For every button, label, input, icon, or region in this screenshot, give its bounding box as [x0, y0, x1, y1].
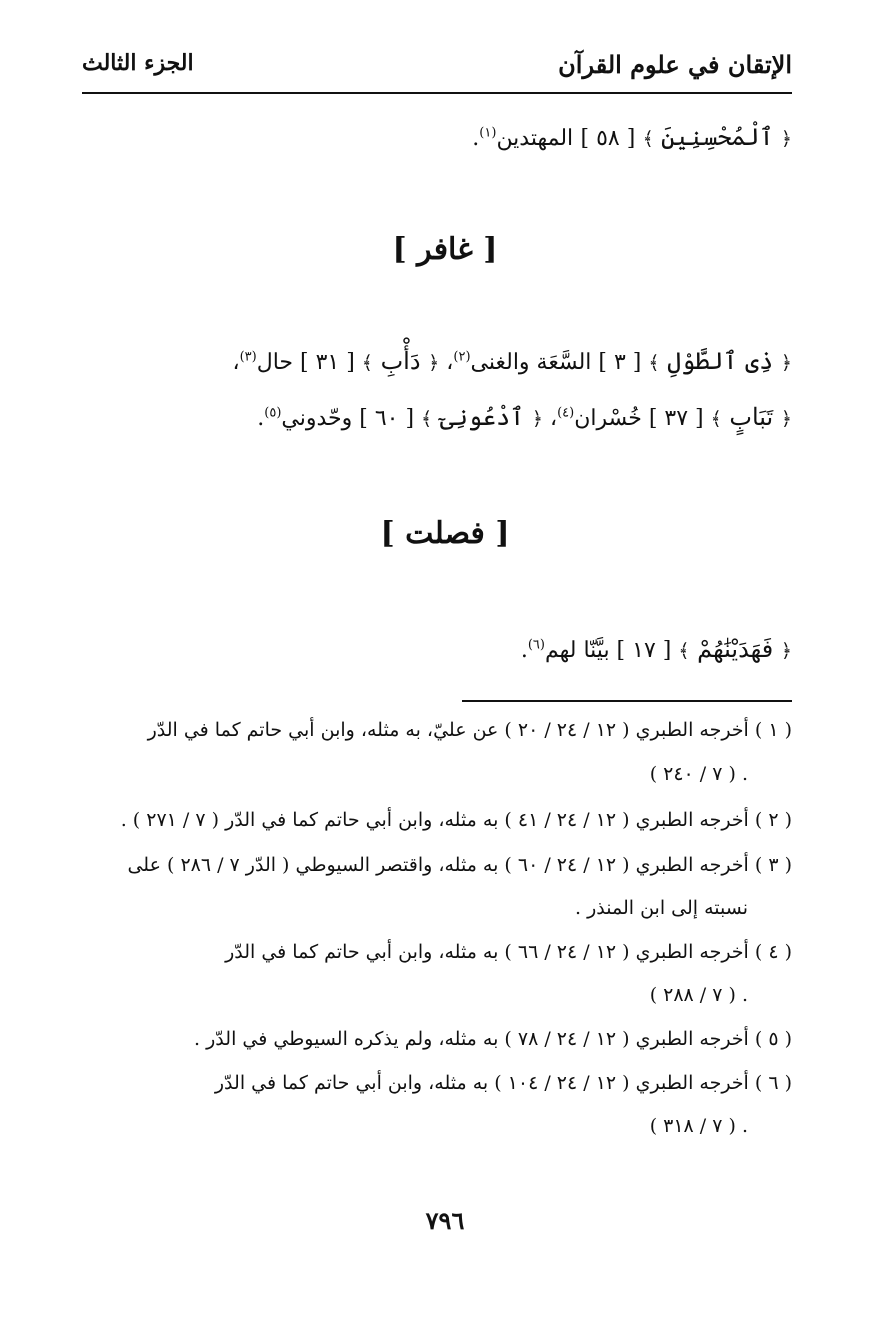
- quran-word: ٱلْمُحْسِنِينَ: [661, 123, 774, 151]
- end-mark: .: [520, 638, 528, 663]
- part-label: الجزء الثالث: [82, 50, 194, 76]
- quran-bracket-close: ﴾: [361, 352, 373, 374]
- footnote-1-cont: . ( ٧ / ٢٤٠ ): [649, 763, 748, 785]
- separator: ،: [439, 350, 454, 375]
- gloss: [ ٣٧ ] خُسْران: [574, 406, 711, 431]
- quran-bracket-close: ﴾: [642, 128, 654, 150]
- footnote-5: ( ٥ ) أخرجه الطبري ( ١٢ / ٢٤ / ٧٨ ) به مثله، ولم يذكره السيوطي في الدّر .: [194, 1028, 792, 1050]
- quran-bracket-open: ﴿: [780, 640, 792, 662]
- footnote-4-cont: . ( ٧ / ٢٨٨ ): [649, 984, 748, 1006]
- separator: ،: [542, 406, 558, 431]
- separator: ،: [232, 350, 240, 375]
- intro-line: [82, 122, 792, 154]
- footnote-marker: (١): [479, 125, 497, 141]
- running-title: الإتقان في علوم القرآن: [558, 50, 792, 79]
- footnote-6: ( ٦ ) أخرجه الطبري ( ١٢ / ٢٤ / ١٠٤ ) به مثله، وابن أبي حاتم كما في الدّر: [214, 1072, 792, 1094]
- quran-bracket-close: ﴾: [421, 408, 433, 430]
- quran-word: تَبَابٍ: [721, 403, 781, 431]
- gloss-line: [82, 346, 792, 378]
- surah-heading: [ غافر ]: [392, 232, 498, 267]
- footnote-marker: (٤): [557, 405, 575, 421]
- quran-bracket-close: ﴾: [648, 352, 660, 374]
- gloss-line: [82, 402, 792, 434]
- surah-heading: [ فصلت ]: [380, 516, 510, 551]
- quran-bracket-close: ﴾: [678, 640, 690, 662]
- gloss: [ ١٧ ] بيَّنّا لهم: [544, 638, 679, 663]
- footnote-marker: (٥): [264, 405, 282, 421]
- footnote-rule: [462, 700, 792, 702]
- gloss: المهتدين: [496, 126, 574, 151]
- quran-bracket-close: ﴾: [710, 408, 722, 430]
- gloss-line: [82, 634, 792, 666]
- quran-word: ذِى ٱلطَّوْلِ: [659, 347, 781, 375]
- end-mark: .: [257, 406, 265, 431]
- quran-bracket-open: ﴿: [780, 128, 792, 150]
- header-rule: [82, 92, 792, 94]
- footnote-marker: (٦): [527, 637, 545, 653]
- gloss: [ ٣١ ] حال: [256, 350, 362, 375]
- quran-bracket-open: ﴿: [780, 352, 792, 374]
- page-number: ٧٩٦: [425, 1206, 465, 1235]
- quran-word: فَهَدَيْنَٰهُمْ: [689, 635, 781, 663]
- gloss: [ ٦٠ ] وحّدوني: [281, 406, 422, 431]
- gloss: [ ٣ ] السَّعَة والغنى: [470, 350, 649, 375]
- quran-bracket-open: ﴿: [780, 408, 792, 430]
- footnote-1: ( ١ ) أخرجه الطبري ( ١٢ / ٢٤ / ٢٠ ) عن عليّ، به مثله، وابن أبي حاتم كما في الدّر: [147, 719, 792, 741]
- quran-bracket-open: ﴿: [531, 408, 543, 430]
- quran-bracket-open: ﴿: [428, 352, 440, 374]
- footnote-3: ( ٣ ) أخرجه الطبري ( ١٢ / ٢٤ / ٦٠ ) به مثله، واقتصر السيوطي ( الدّر ٧ / ٢٨٦ ) على: [127, 854, 792, 876]
- quran-word: دَأْبِ: [372, 347, 429, 375]
- footnote-4: ( ٤ ) أخرجه الطبري ( ١٢ / ٢٤ / ٦٦ ) به مثله، وابن أبي حاتم كما في الدّر: [225, 941, 792, 963]
- quran-word: ٱدْعُونِىٓ: [432, 403, 532, 431]
- page-header: [82, 48, 792, 90]
- footnote-3-cont: نسبته إلى ابن المنذر .: [575, 897, 748, 919]
- footnote-6-cont: . ( ٧ / ٣١٨ ): [649, 1115, 748, 1137]
- footnote-marker: (٣): [239, 349, 257, 365]
- end-mark: .: [472, 126, 480, 151]
- verse-ref: [ ٥٨ ]: [580, 126, 636, 151]
- footnote-marker: (٢): [453, 349, 471, 365]
- footnote-2: ( ٢ ) أخرجه الطبري ( ١٢ / ٢٤ / ٤١ ) به مثله، وابن أبي حاتم كما في الدّر ( ٧ / ٢٧١ ) .: [120, 809, 792, 831]
